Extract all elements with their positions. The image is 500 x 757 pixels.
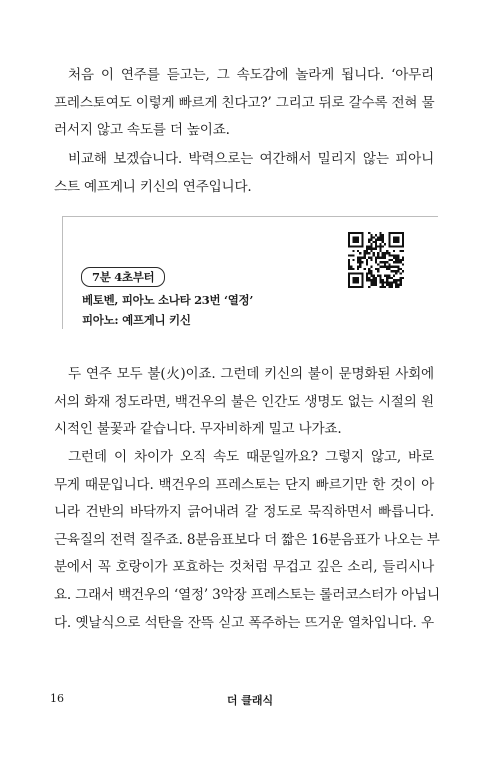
text-line: 러서지 않고 속도를 더 높이죠. <box>54 122 230 139</box>
text-line: 두 연주 모두 불(火)이죠. 그런데 키신의 불이 문명화된 사회에 <box>68 366 434 382</box>
text-line: 분에서 꼭 호랑이가 포효하는 것처럼 무겁고 깊은 소리, 들리시나 <box>54 559 434 576</box>
text-line: 요. 그래서 백건우의 ‘열정’ 3악장 프레스토는 롤러코스터가 아닙니 <box>54 586 440 603</box>
text-line: 서의 화재 정도라면, 백건우의 불은 인간도 생명도 없는 시절의 원 <box>54 393 434 410</box>
text-line: 프레스토여도 이렇게 빠르게 친다고?’ 그리고 뒤로 갈수록 전혀 물 <box>54 94 435 111</box>
text-line: 근육질의 전력 질주죠. 8분음표보다 더 짧은 16분음표가 나오는 부 <box>54 531 440 548</box>
text-line: 무게 때문입니다. 백건우의 프레스토는 단지 빠르기만 한 것이 아 <box>54 476 434 493</box>
text-line: 니라 건반의 바닥까지 긁어내려 갈 정도로 묵직하면서 빠릅니다. <box>54 504 434 521</box>
text-line: 비교해 보겠습니다. 박력으로는 여간해서 밀리지 않는 피아니 <box>68 151 434 167</box>
paragraph-2 <box>54 146 434 201</box>
track-title: 베토벤, 피아노 소나타 23번 ‘열정’ <box>82 293 254 307</box>
qr-code-icon[interactable] <box>348 232 404 288</box>
text-line: 시적인 불꽃과 같습니다. 무자비하게 밀고 나가죠. <box>54 421 342 438</box>
paragraph-3 <box>54 361 434 444</box>
text-line: 스트 예프게니 키신의 연주입니다. <box>54 178 252 195</box>
page-number: 16 <box>50 692 64 705</box>
paragraph-4 <box>54 444 440 637</box>
text-line: 처음 이 연주를 듣고는, 그 속도감에 놀라게 됩니다. ‘아무리 <box>68 67 434 83</box>
track-time-badge: 7분 4초부터 <box>81 267 165 287</box>
paragraph-1 <box>54 62 434 145</box>
text-line: 다. 옛날식으로 석탄을 잔뜩 싣고 폭주하는 뜨거운 열차입니다. 우 <box>54 614 434 631</box>
text-line: 그런데 이 차이가 오직 속도 때문일까요? 그렇지 않고, 바로 <box>68 449 434 465</box>
track-performer: 피아노: 예프게니 키신 <box>82 313 191 327</box>
running-title: 더 클래식 <box>226 694 274 707</box>
